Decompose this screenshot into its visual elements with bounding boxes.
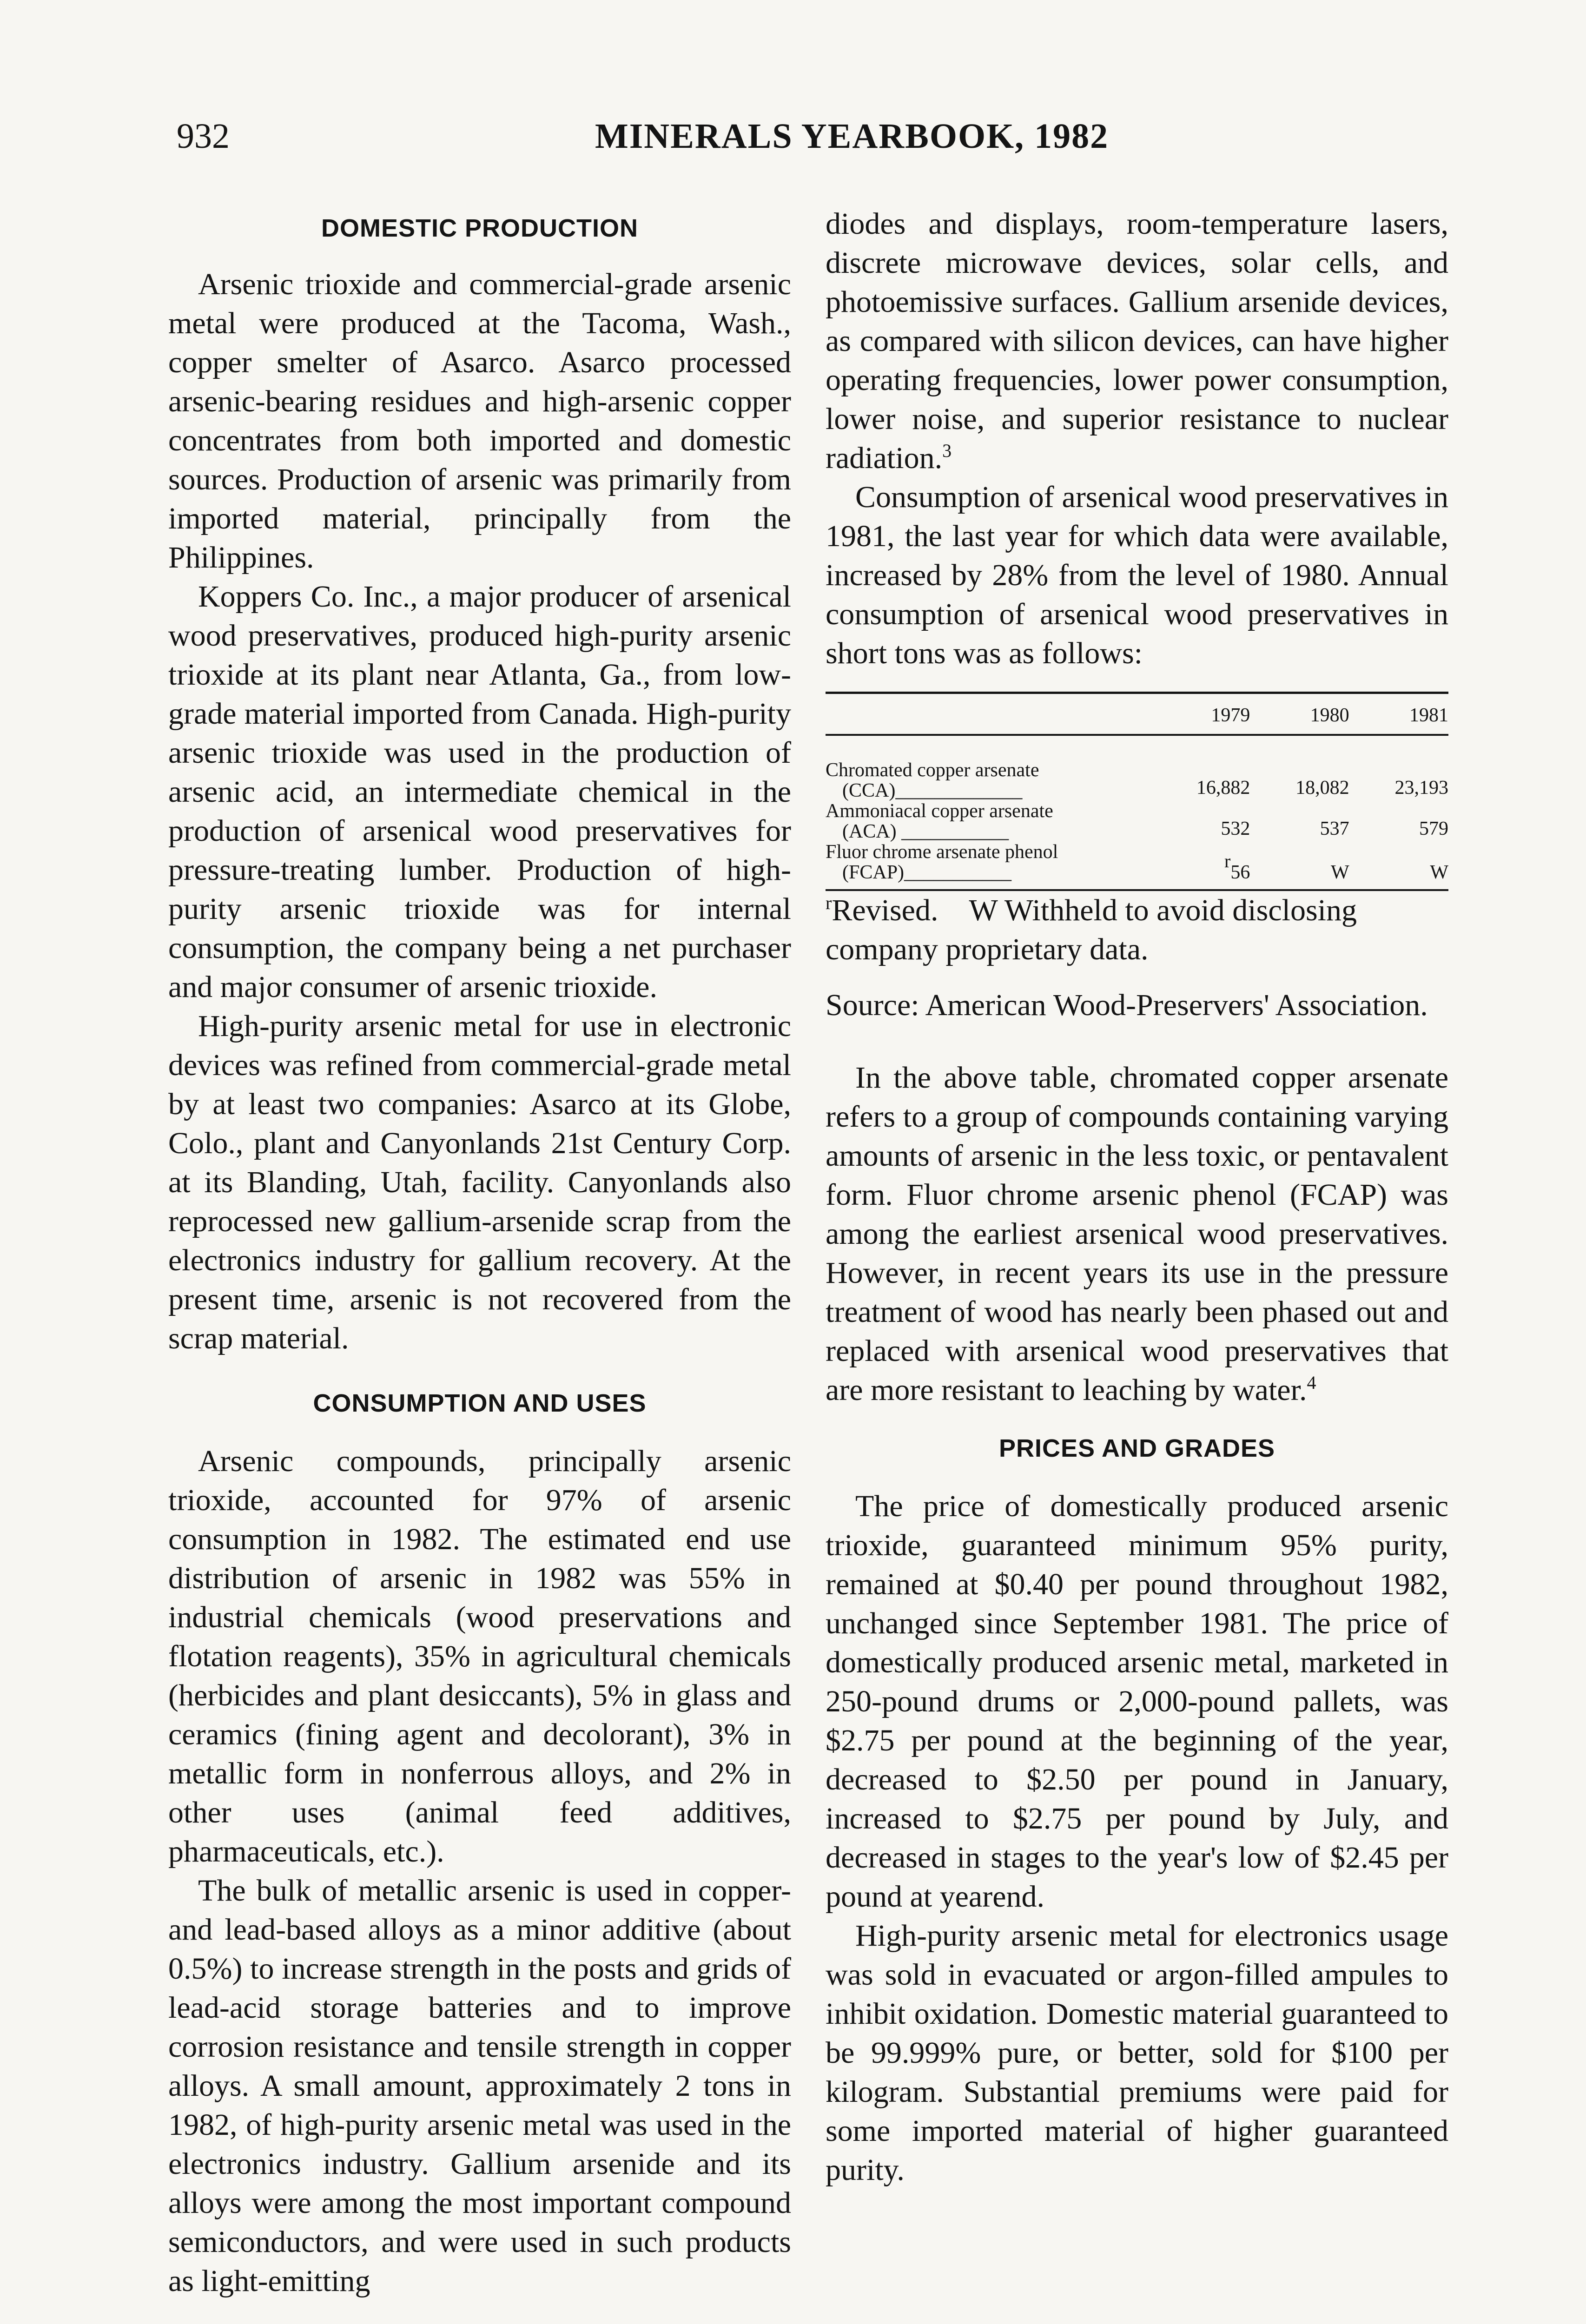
leader-dots: _____________ <box>895 780 1023 801</box>
table-header-row <box>826 693 1448 735</box>
row-label <box>826 842 1151 890</box>
table-header-cell: 1980 <box>1250 693 1349 735</box>
table-cell: 23,193 <box>1394 777 1448 799</box>
row-label-abbrev: (CCA) <box>842 780 896 801</box>
table-row <box>826 842 1448 890</box>
table-header-cell <box>826 693 1151 735</box>
row-label-line1: Ammoniacal copper arsenate <box>826 800 1053 822</box>
paragraph: Consumption of arsenical wood preservatives in 1981, the last year for which data were available, increased by 28% from the level of 1980. Annual consumption of arsenical wood preservatives in short tons was as follows: <box>826 480 1448 670</box>
paragraph: Arsenic compounds, principally arsenic trioxide, accounted for 97% of arsenic consumption in 1982. The estimated end use distribution of arsenic in 1982 was 55% in industrial chemicals (wood preservations and flotation reagents), 35% in agricultural chemicals (herbicides and plant desiccants), 5% in glass and ceramics (fining agent and decolorant), 3% in metallic form in nonferrous alloys, and 2% in other uses (animal feed additives, pharmaceuticals, etc.). <box>168 1444 791 1868</box>
table-cell: 579 <box>1419 818 1448 839</box>
running-title: MINERALS YEARBOOK, 1982 <box>595 117 1109 156</box>
wood-preservatives-table-block <box>826 692 1448 1025</box>
paragraph-continuation <box>826 205 1448 478</box>
table-cell: 16,882 <box>1196 777 1250 799</box>
footnote-ref: 4 <box>1307 1372 1316 1393</box>
section-heading-prices-and-grades: PRICES AND GRADES <box>998 1434 1275 1462</box>
row-label-abbrev: (FCAP) <box>842 862 905 883</box>
leader-dots: ___________ <box>901 821 1009 842</box>
table-cell: 532 <box>1221 818 1250 839</box>
revised-note: Revised. <box>832 893 938 927</box>
table-header-cell: 1979 <box>1151 693 1250 735</box>
paragraph: Koppers Co. Inc., a major producer of arsenical wood preservatives, produced high-purity arsenic trioxide at its plant near Atlanta, Ga., from low-grade material imported from Canada. High-purity arsenic trioxide was used in the production of arsenic acid, an intermediate chemical in the production of arsenical wood preservatives for pressure-treating lumber. Production of high-purity arsenic trioxide was for internal consumption, the company being a net purchaser and major consumer of arsenic trioxide. <box>168 580 791 1004</box>
row-label-line1: Chromated copper arsenate <box>826 759 1039 781</box>
revised-footnote-mark: r <box>826 892 832 913</box>
table-cell-value: 56 <box>1230 862 1250 883</box>
row-label-line1: Fluor chrome arsenate phenol <box>826 841 1058 863</box>
paragraph: Arsenic trioxide and commercial-grade arsenic metal were produced at the Tacoma, Wash., copper smelter of Asarco. Asarco processed arsenic-bearing residues and high-arsenic copper concentrates from both imported and domestic sources. Production of arsenic was primarily from imported material, principally from the Philippines. <box>168 267 791 574</box>
left-column <box>168 205 791 2301</box>
paragraph: High-purity arsenic metal for electronics usage was sold in evacuated or argon-filled ampules to inhibit oxidation. Domestic material guaranteed to be 99.999% pure, or better, sold for $100 per kilogram. Substantial premiums were paid for some imported material of higher guaranteed purity. <box>826 1919 1448 2187</box>
table-row <box>826 735 1448 801</box>
section-heading-domestic-production: DOMESTIC PRODUCTION <box>321 214 638 242</box>
paragraph: The bulk of metallic arsenic is used in copper- and lead-based alloys as a minor additive (about 0.5%) to increase strength in the posts and grids of lead-acid storage batteries and to improve corrosion resistance and tensile strength in copper alloys. A small amount, approximately 2 tons in 1982, of high-purity arsenic metal was used in the electronics industry. Gallium arsenide and its alloys were among the most important compound semiconductors, and were used in such products as light-emitting <box>168 1874 791 2298</box>
table-header-cell: 1981 <box>1349 693 1448 735</box>
row-label-abbrev: (ACA) <box>842 821 897 842</box>
table-cell: W <box>1349 842 1448 890</box>
withheld-note: W Withheld to avoid disclosing company proprietary data. <box>826 893 1357 966</box>
leader-dots: ___________ <box>904 862 1012 883</box>
table-cell <box>1151 842 1250 890</box>
paragraph-text: In the above table, chromated copper arsenate refers to a group of compounds containing varying amounts of arsenic in the less toxic, or pentavalent form. Fluor chrome arsenic phenol (FCAP) was among the earliest arsenical wood preservatives. However, in recent years its use in the pressure treatment of wood has nearly been phased out and replaced with arsenical wood preservatives that are more resistant to leaching by water. <box>826 1061 1448 1407</box>
wood-preservatives-table <box>826 692 1448 891</box>
table-cell: 537 <box>1320 818 1349 839</box>
table-row <box>826 801 1448 842</box>
revised-mark: r <box>1224 851 1231 872</box>
row-label <box>826 735 1151 801</box>
paragraph <box>826 1058 1448 1410</box>
right-column <box>826 205 1448 2190</box>
footnote-ref: 3 <box>942 440 952 461</box>
table-source: Source: American Wood-Preservers' Association. <box>826 988 1428 1022</box>
table-footnote <box>826 891 1448 969</box>
page-number: 932 <box>177 117 230 156</box>
table-cell: W <box>1250 842 1349 890</box>
row-label-line2 <box>826 862 1151 883</box>
continuation-text: diodes and displays, room-temperature lasers, discrete microwave devices, solar cells, and photoemissive surfaces. Gallium arsenide devices, as compared with silicon devices, can have higher operating frequencies, lower power consumption, lower noise, and superior resistance to nuclear radiation. <box>826 207 1448 475</box>
paragraph: High-purity arsenic metal for use in electronic devices was refined from commercial-grade metal by at least two companies: Asarco at its Globe, Colo., plant and Canyonlands 21st Century Corp. at its Blanding, Utah, facility. Canyonlands also reprocessed new gallium-arsenide scrap from the electronics industry for gallium recovery. At the present time, arsenic is not recovered from the scrap material. <box>168 1009 791 1355</box>
row-label-line2 <box>826 780 1151 801</box>
section-heading-consumption-and-uses: CONSUMPTION AND USES <box>313 1389 647 1417</box>
row-label-line2 <box>826 821 1151 842</box>
paragraph: The price of domestically produced arsenic trioxide, guaranteed minimum 95% purity, remained at $0.40 per pound throughout 1982, unchanged since September 1981. The price of domestically produced arsenic metal, marketed in 250-pound drums or 2,000-pound pallets, was $2.75 per pound at the beginning of the year, decreased to $2.50 per pound in January, increased to $2.75 per pound by July, and decreased in stages to the year's low of $2.45 per pound at yearend. <box>826 1489 1448 1914</box>
table-cell: 18,082 <box>1295 777 1349 799</box>
row-label <box>826 801 1151 842</box>
